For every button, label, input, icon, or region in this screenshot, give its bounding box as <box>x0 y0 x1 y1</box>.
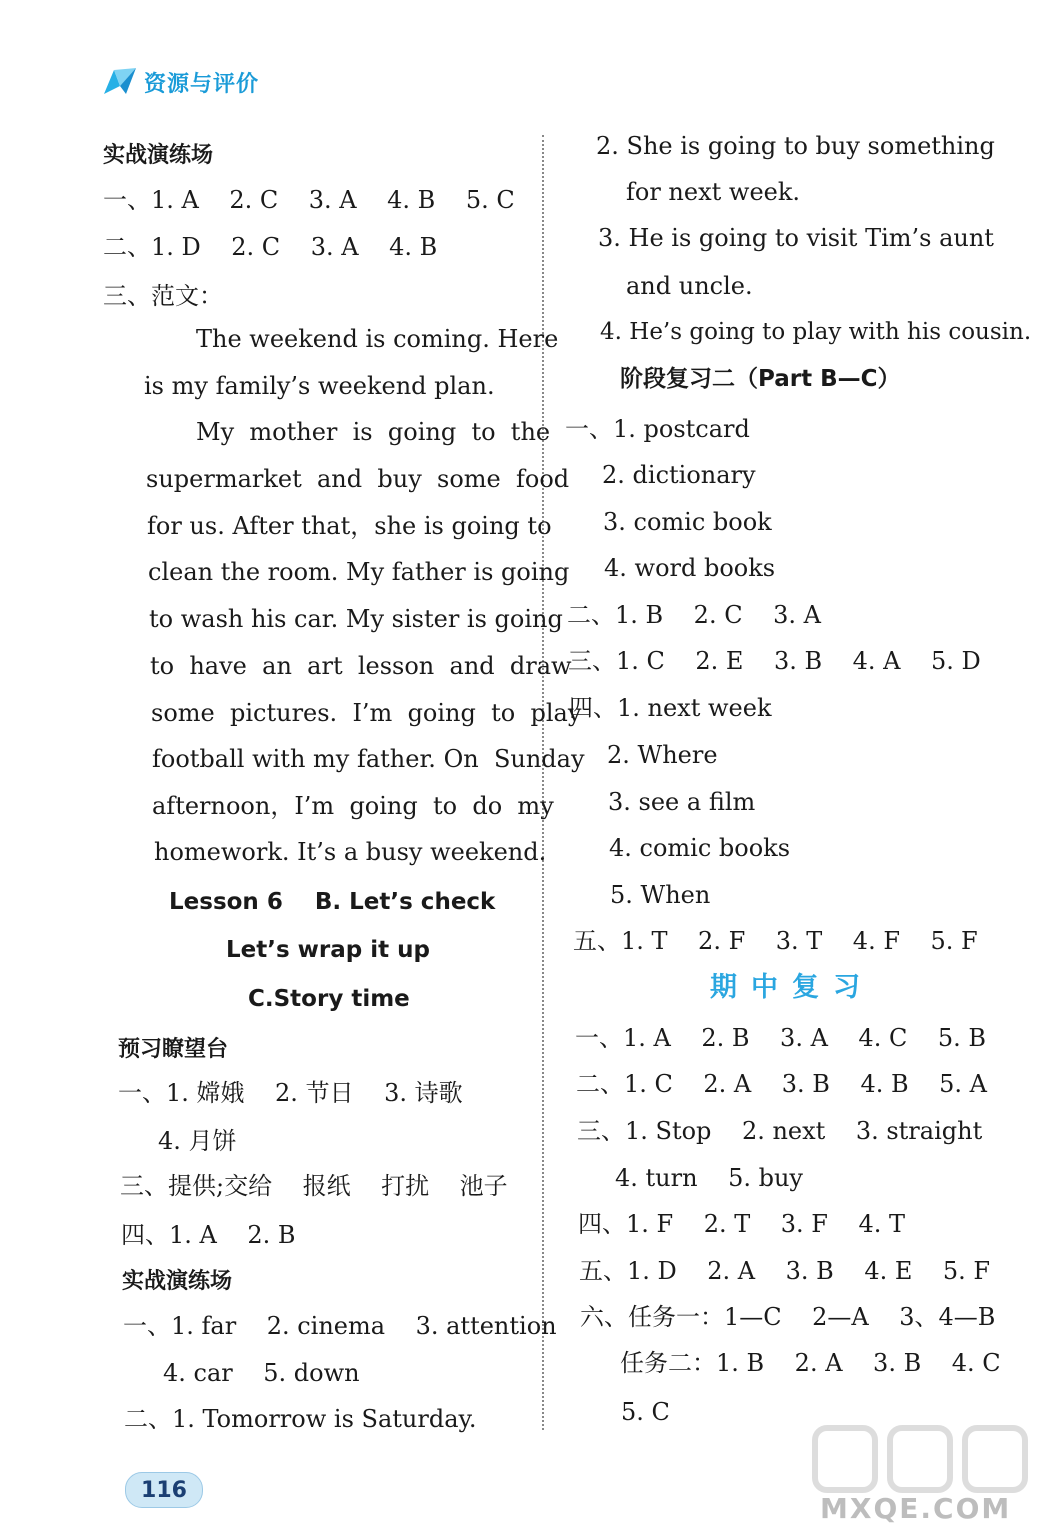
answer-line: 5. When <box>610 881 711 909</box>
answer-line: 二、1. B 2. C 3. A <box>567 601 821 629</box>
answer-line: 四、1. next week <box>569 694 772 722</box>
answer-line: 2. Where <box>607 741 718 769</box>
answer-line: 四、1. F 2. T 3. F 4. T <box>578 1210 905 1238</box>
page-number: 116 <box>125 1472 203 1508</box>
essay-line: for us. After that，she is going to <box>147 512 552 540</box>
answer-line: 四、1. A 2. B <box>121 1221 296 1249</box>
paper-plane-icon <box>100 64 140 100</box>
answer-line: 4. 月饼 <box>158 1127 237 1155</box>
answer-line: 任务二：1. B 2. A 3. B 4. C <box>620 1349 1001 1377</box>
answer-line: 三、提供;交给 报纸 打扰 池子 <box>120 1172 508 1200</box>
answer-line: 二、1. Tomorrow is Saturday. <box>124 1405 477 1433</box>
answer-line: 3. see a film <box>608 788 756 816</box>
section-heading: 实战演练场 <box>103 143 214 168</box>
answer-line: for next week. <box>626 178 801 206</box>
answer-line: 三、范文： <box>103 282 223 310</box>
answer-line: 3. He is going to visit Tim’s aunt <box>598 224 994 252</box>
page-header <box>100 62 259 102</box>
stage-review-title: 阶段复习二（Part B—C） <box>620 366 901 392</box>
essay-line: some pictures. I’m going to play <box>151 699 582 727</box>
section-heading: 实战演练场 <box>122 1269 233 1294</box>
answer-line: 六、任务一：1—C 2—A 3、4—B <box>580 1303 996 1331</box>
essay-line: football with my father. On Sunday <box>152 745 585 773</box>
lesson-title: C.Story time <box>248 986 410 1012</box>
lesson-title: Lesson 6 B. Let’s check <box>169 889 496 915</box>
answer-line: 5. C <box>621 1398 670 1426</box>
answer-line: 一、1. far 2. cinema 3. attention <box>123 1312 557 1340</box>
answer-line: 2. She is going to buy something <box>596 132 995 160</box>
essay-line: The weekend is coming. Here <box>196 325 559 353</box>
essay-line: to have an art lesson and draw <box>150 652 572 680</box>
answer-line: 一、1. A 2. B 3. A 4. C 5. B <box>575 1024 986 1052</box>
answer-line: 4. He’s going to play with his cousin. <box>600 319 1032 345</box>
answer-line: 二、1. D 2. C 3. A 4. B <box>103 233 438 261</box>
header-title: 资源与评价 <box>144 71 260 97</box>
midterm-review-title: 期中复习 <box>710 972 874 1003</box>
answer-line: 4. word books <box>604 554 776 582</box>
answer-line: 三、1. Stop 2. next 3. straight <box>577 1117 983 1145</box>
answer-line: 4. turn 5. buy <box>615 1164 803 1192</box>
essay-line: My mother is going to the <box>196 418 551 446</box>
answer-line: 一、1. 嫦娥 2. 节日 3. 诗歌 <box>118 1079 463 1107</box>
answer-line: 一、1. postcard <box>565 415 750 443</box>
answer-line: 2. dictionary <box>602 461 756 489</box>
lesson-title: Let’s wrap it up <box>226 937 430 963</box>
essay-line: clean the room. My father is going <box>148 558 570 586</box>
answer-line: 二、1. C 2. A 3. B 4. B 5. A <box>576 1070 987 1098</box>
answer-line: and uncle. <box>626 272 753 300</box>
essay-line: supermarket and buy some food <box>146 465 570 493</box>
answer-line: 三、1. C 2. E 3. B 4. A 5. D <box>568 647 981 675</box>
answer-line: 一、1. A 2. C 3. A 4. B 5. C <box>103 186 515 214</box>
essay-line: to wash his car. My sister is going <box>149 605 563 633</box>
answer-line: 3. comic book <box>603 508 772 536</box>
essay-line: afternoon，I’m going to do my <box>152 792 554 820</box>
answer-line: 五、1. T 2. F 3. T 4. F 5. F <box>573 927 978 955</box>
essay-line: homework. It’s a busy weekend. <box>154 838 547 866</box>
essay-line: is my family’s weekend plan. <box>144 372 495 400</box>
section-heading: 预习瞭望台 <box>118 1037 229 1062</box>
answer-line: 4. comic books <box>609 834 791 862</box>
answer-line: 五、1. D 2. A 3. B 4. E 5. F <box>579 1257 991 1285</box>
answer-line: 4. car 5. down <box>163 1359 360 1387</box>
watermark-text: MXQE.COM <box>820 1492 1012 1525</box>
